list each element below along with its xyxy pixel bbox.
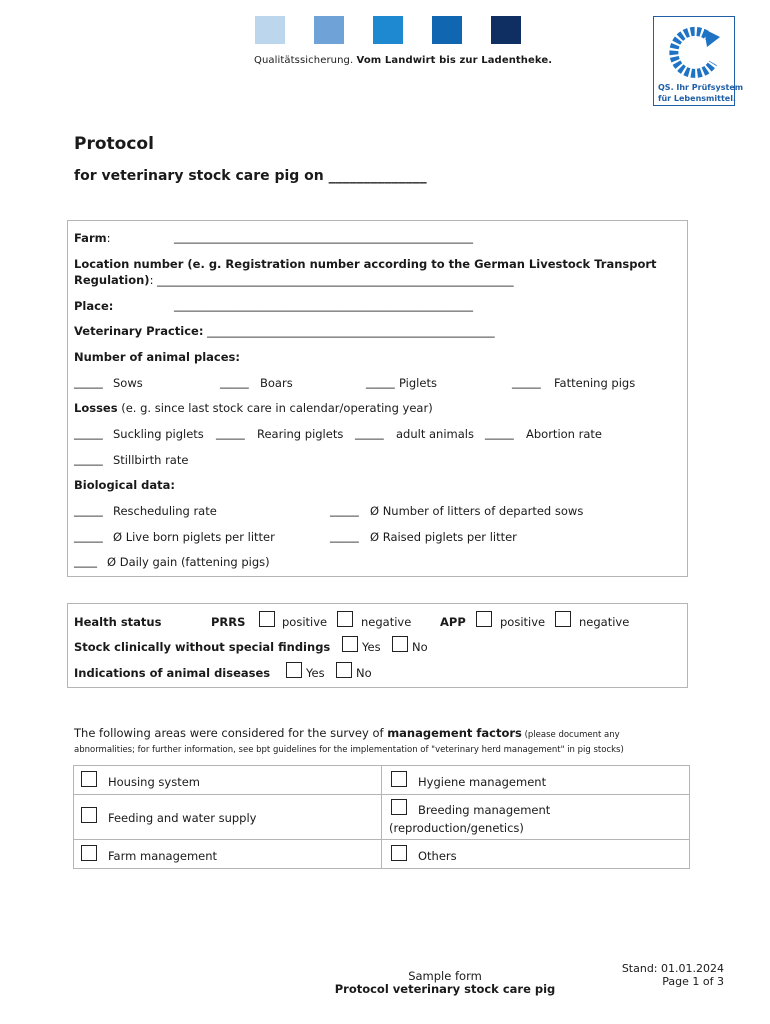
sows-label: Sows [113, 376, 143, 390]
place-blank[interactable]: ____________________________________________________ [174, 298, 473, 312]
indications-yes-checkbox[interactable] [286, 662, 302, 678]
indications-no-checkbox[interactable] [336, 662, 352, 678]
app-negative-label: negative [579, 615, 630, 629]
place-label: Place: [74, 299, 114, 313]
footer-stand: Stand: 01.01.2024 [621, 962, 724, 975]
management-intro: The following areas were considered for the survey of management factors (please document any [74, 726, 620, 740]
fattening-blank[interactable]: _____ [512, 375, 541, 389]
footer-line1: Sample form [408, 969, 482, 983]
sows-blank[interactable]: _____ [74, 375, 103, 389]
practice-row[interactable]: Veterinary Practice: __________________________________________________ [74, 324, 495, 338]
rearing-label: Rearing piglets [257, 427, 344, 441]
breeding-management-label: Breeding management [418, 803, 551, 817]
bio-label: Biological data: [74, 478, 175, 492]
adult-blank[interactable]: _____ [355, 426, 384, 440]
stock-clinically-no-label: No [412, 640, 428, 654]
color-square-4 [432, 16, 462, 44]
qs-logo [653, 16, 744, 106]
footer-page: Page 1 of 3 [662, 975, 724, 988]
logo-line-2: für Lebensmittel. [658, 94, 736, 103]
daily-gain-label: Ø Daily gain (fattening pigs) [107, 555, 270, 569]
others-checkbox[interactable] [391, 845, 407, 861]
indications-yes-label: Yes [306, 666, 325, 680]
grid-divider-v [381, 766, 382, 868]
health-status-label: Health status [74, 615, 162, 629]
prrs-label: PRRS [211, 615, 246, 629]
location-label-line1: Location number (e. g. Registration number according to the German Livestock Transport [74, 257, 657, 271]
prrs-positive-label: positive [282, 615, 328, 629]
rescheduling-blank[interactable]: _____ [74, 503, 103, 517]
color-square-2 [314, 16, 344, 44]
piglets-blank[interactable]: _____ [366, 375, 395, 389]
abortion-label: Abortion rate [526, 427, 602, 441]
app-negative-checkbox[interactable] [555, 611, 571, 627]
indications-label: Indications of animal diseases [74, 666, 271, 680]
daily-gain-blank[interactable]: ____ [74, 554, 97, 568]
app-positive-label: positive [500, 615, 546, 629]
page-subtitle: for veterinary stock care pig on ______________ [74, 168, 427, 184]
color-square-5 [491, 16, 521, 44]
stillbirth-label: Stillbirth rate [113, 453, 189, 467]
raised-piglets-blank[interactable]: _____ [330, 529, 359, 543]
boars-label: Boars [260, 376, 293, 390]
housing-system-label: Housing system [108, 775, 200, 789]
suckling-blank[interactable]: _____ [74, 426, 103, 440]
raised-piglets-label: Ø Raised piglets per litter [370, 530, 517, 544]
fattening-label: Fattening pigs [554, 376, 636, 390]
color-square-1 [255, 16, 285, 44]
hygiene-management-label: Hygiene management [418, 775, 547, 789]
live-born-label: Ø Live born piglets per litter [113, 530, 275, 544]
indications-no-label: No [356, 666, 372, 680]
animal-places-label: Number of animal places: [74, 350, 240, 364]
feeding-water-label: Feeding and water supply [108, 811, 257, 825]
footer-line2: Protocol veterinary stock care pig [334, 982, 556, 996]
others-label: Others [418, 849, 457, 863]
tagline: Qualitätssicherung. Vom Landwirt bis zur Ladentheke. [254, 55, 553, 66]
suckling-label: Suckling piglets [113, 427, 204, 441]
grid-divider-h2 [74, 839, 689, 840]
location-label-line2[interactable]: Regulation): ______________________________________________________________ [74, 273, 514, 287]
hygiene-management-checkbox[interactable] [391, 771, 407, 787]
stock-clinically-yes-checkbox[interactable] [342, 636, 358, 652]
prrs-negative-checkbox[interactable] [337, 611, 353, 627]
app-positive-checkbox[interactable] [476, 611, 492, 627]
live-born-blank[interactable]: _____ [74, 529, 103, 543]
losses-heading: Losses (e. g. since last stock care in calendar/operating year) [74, 401, 433, 415]
feeding-water-checkbox[interactable] [81, 807, 97, 823]
farm-blank[interactable]: ____________________________________________________ [174, 230, 473, 244]
rearing-blank[interactable]: _____ [216, 426, 245, 440]
breeding-management-sub: (reproduction/genetics) [389, 821, 524, 835]
management-intro-line2: abnormalities; for further information, see bpt guidelines for the implementation of "veterinary herd management" in pig stocks) [74, 745, 624, 755]
prrs-positive-checkbox[interactable] [259, 611, 275, 627]
abortion-blank[interactable]: _____ [485, 426, 514, 440]
farm-management-label: Farm management [108, 849, 218, 863]
farm-label: Farm: [74, 231, 111, 245]
qs-circular-arrow-icon [665, 23, 725, 83]
stock-clinically-yes-label: Yes [362, 640, 381, 654]
app-label: APP [440, 615, 466, 629]
farm-management-checkbox[interactable] [81, 845, 97, 861]
page-title: Protocol [74, 134, 154, 154]
color-square-3 [373, 16, 403, 44]
logo-line-1: QS. Ihr Prüfsystem [658, 83, 744, 92]
stock-clinically-label: Stock clinically without special findings [74, 640, 331, 654]
litters-departed-label: Ø Number of litters of departed sows [370, 504, 584, 518]
prrs-negative-label: negative [361, 615, 412, 629]
rescheduling-label: Rescheduling rate [113, 504, 217, 518]
stillbirth-blank[interactable]: _____ [74, 452, 103, 466]
stock-clinically-no-checkbox[interactable] [392, 636, 408, 652]
grid-divider-h1 [74, 794, 689, 795]
housing-system-checkbox[interactable] [81, 771, 97, 787]
boars-blank[interactable]: _____ [220, 375, 249, 389]
piglets-label: Piglets [399, 376, 437, 390]
litters-departed-blank[interactable]: _____ [330, 503, 359, 517]
breeding-management-checkbox[interactable] [391, 799, 407, 815]
adult-label: adult animals [396, 427, 474, 441]
